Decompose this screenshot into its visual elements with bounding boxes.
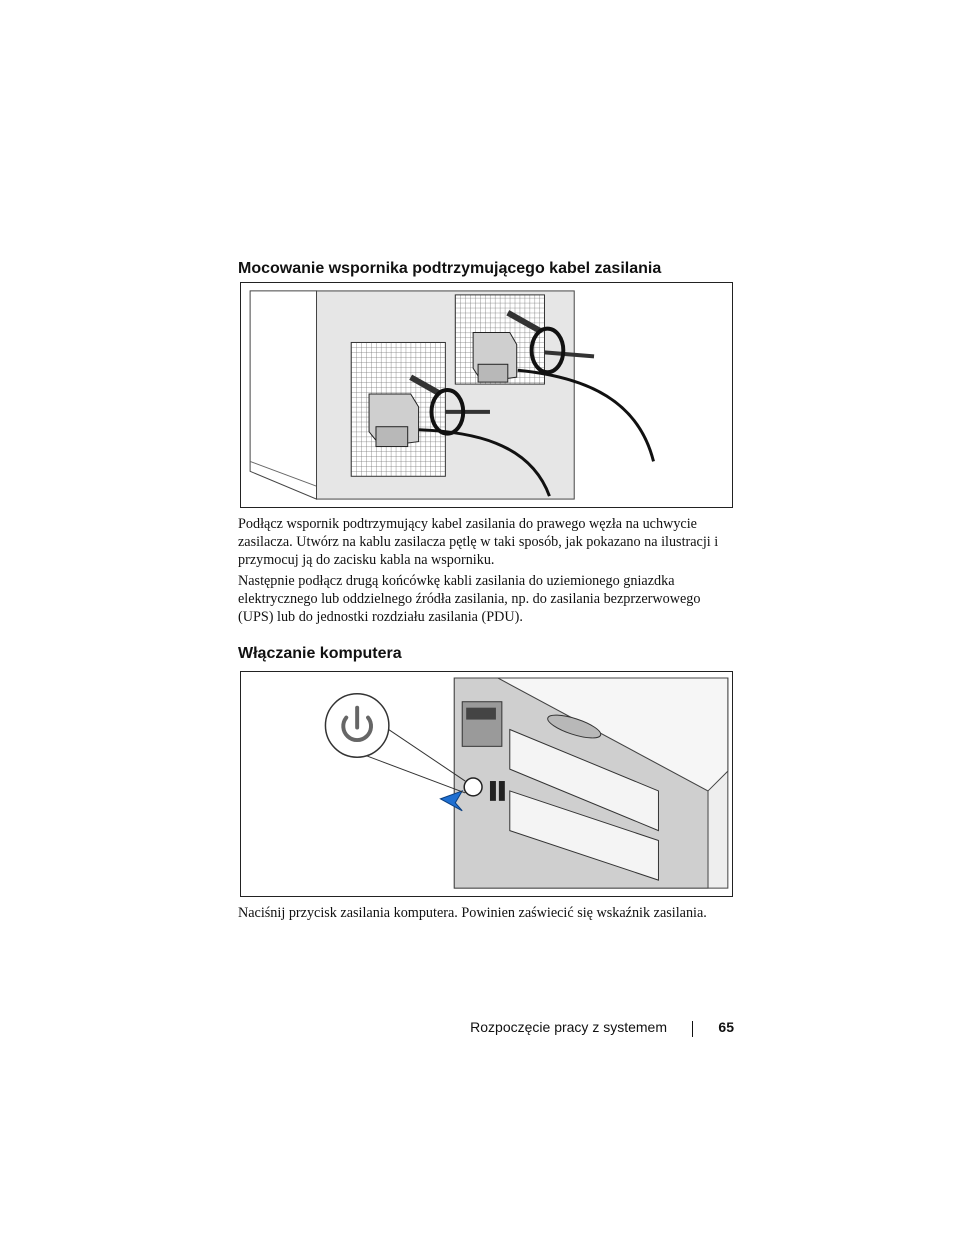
footer-chapter-title: Rozpoczęcie pracy z systemem bbox=[470, 1019, 667, 1035]
power-button-illustration-svg bbox=[241, 672, 732, 896]
page-footer bbox=[430, 1019, 734, 1039]
page-number: 65 bbox=[718, 1019, 734, 1035]
paragraph-power-cable-instructions: Podłącz wspornik podtrzymujący kabel zasilania do prawego węzła na uchwycie zasilacza. Utwórz na kablu zasilacza pętlę w taki sposób, jak pokazano na ilustracji i przymocuj ją do zacisku kabla na wsporniku. bbox=[238, 516, 719, 568]
power-cable-illustration bbox=[240, 282, 733, 508]
power-supply-illustration-svg bbox=[241, 283, 732, 507]
power-button-illustration bbox=[240, 671, 733, 897]
footer-separator bbox=[692, 1021, 693, 1037]
paragraph-power-outlet-instructions: Następnie podłącz drugą końcówkę kabli zasilania do uziemionego gniazdka elektrycznego lub oddzielnego źródła zasilania, np. do zasilania bezprzerwowego (UPS) lub do jednostki rozdziału zasilania (PDU). bbox=[238, 573, 701, 625]
section-heading-power-on: Włączanie komputera bbox=[238, 645, 402, 662]
paragraph-power-on-instructions: Naciśnij przycisk zasilania komputera. Powinien zaświecić się wskaźnik zasilania. bbox=[238, 905, 707, 921]
section-heading-power-cable: Mocowanie wspornika podtrzymującego kabel zasilania bbox=[238, 260, 662, 277]
